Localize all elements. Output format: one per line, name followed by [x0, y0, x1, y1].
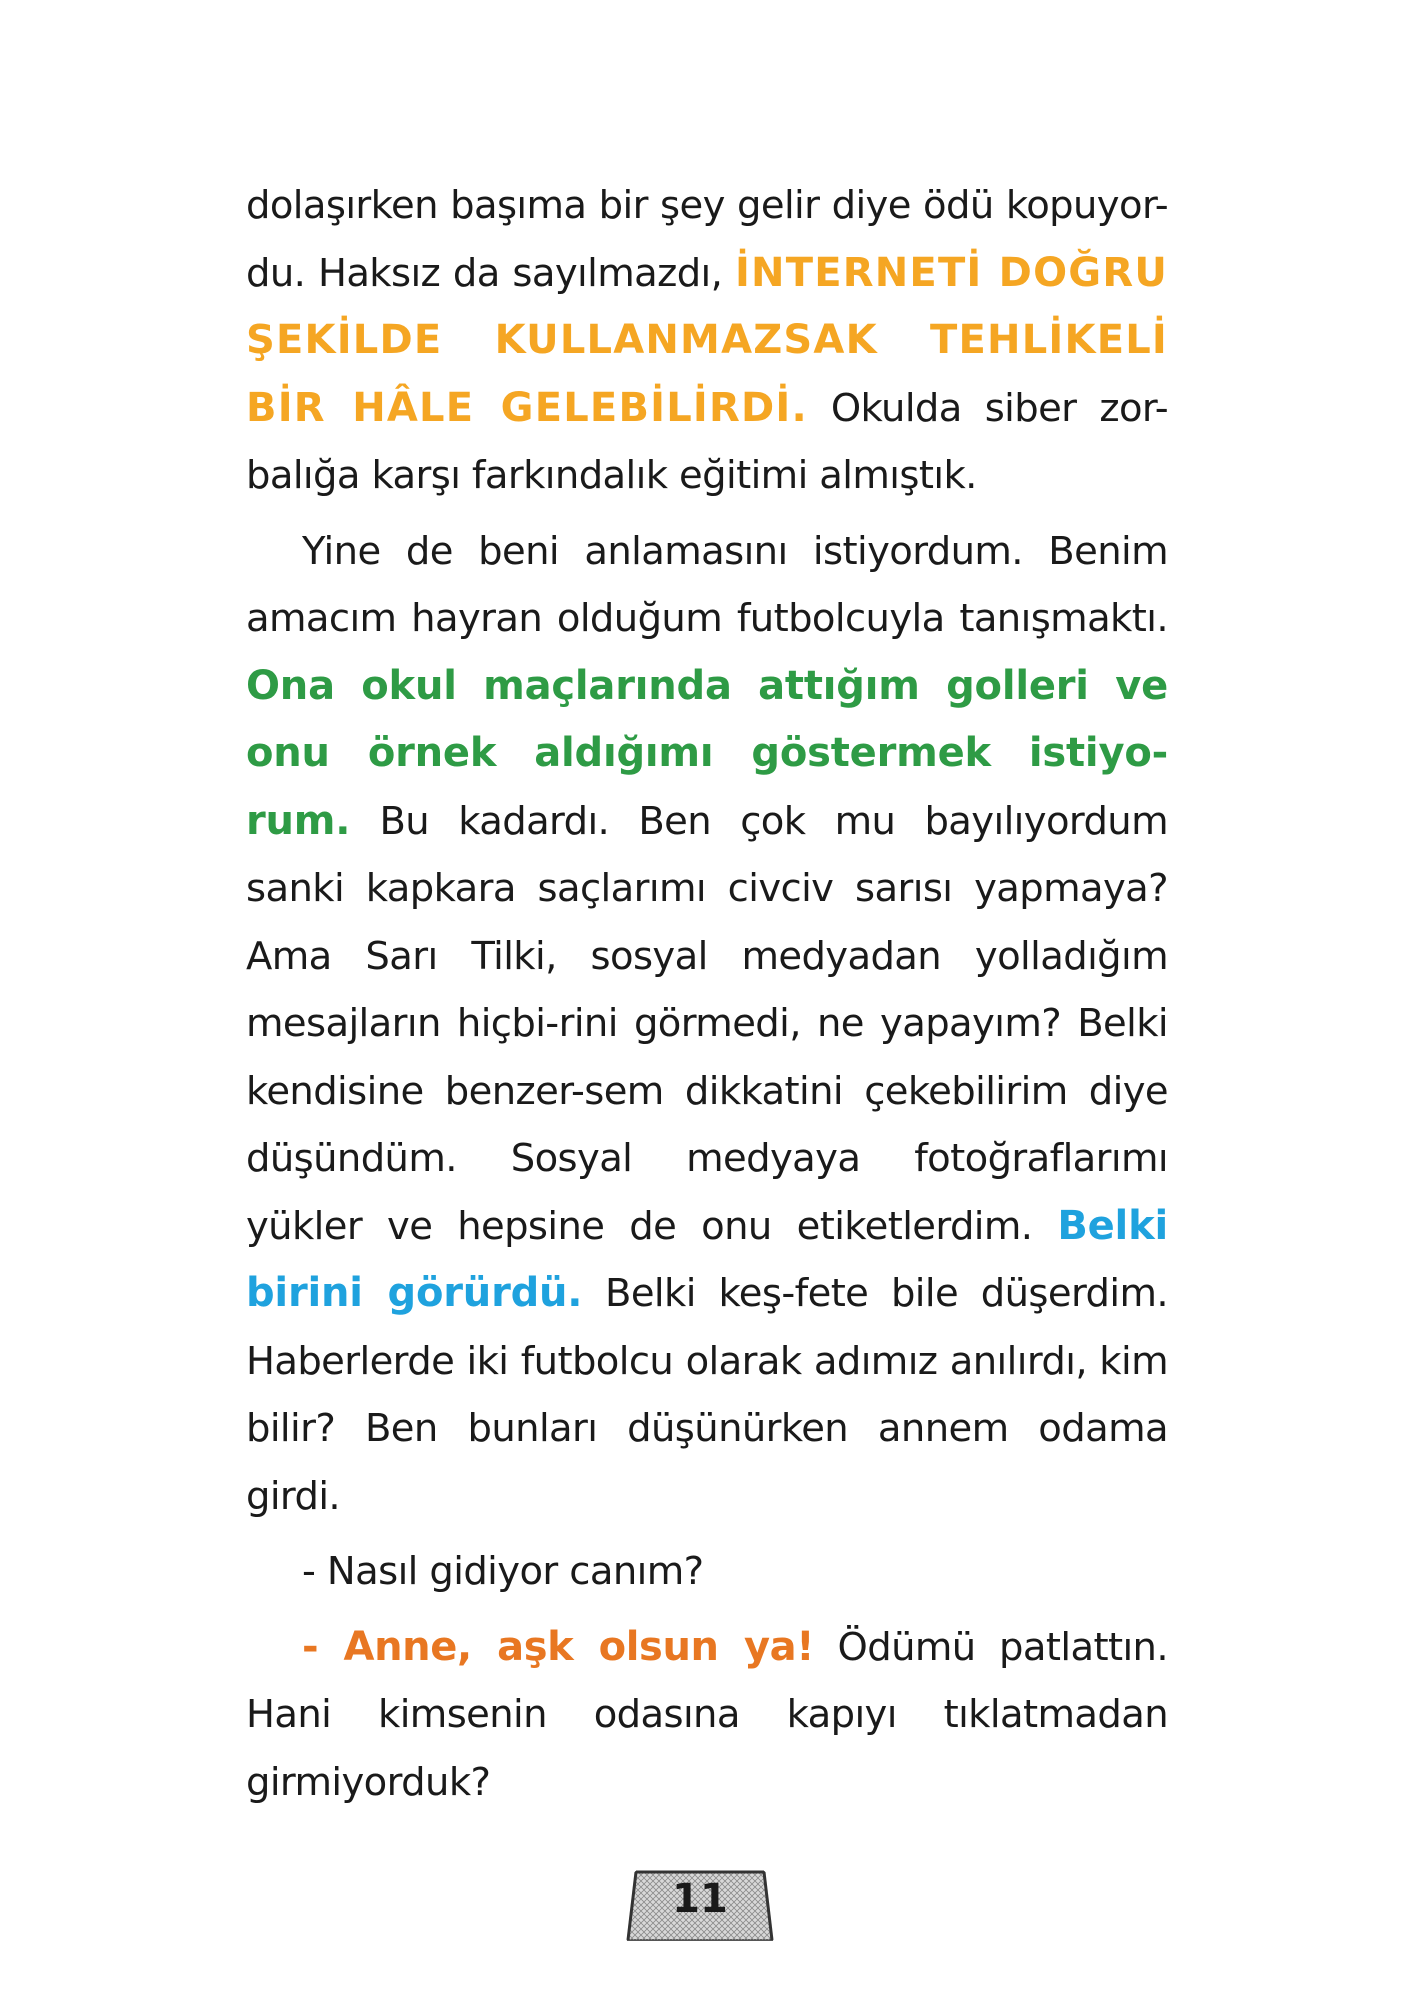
text-span: Belki keş-fete bile düşerdim. Haberlerde iki futbolcu olarak adımız anılırdı, kim bilir? Ben bunları düşünürken annem odama girdi. — [246, 1271, 1168, 1519]
paragraph-1 — [246, 172, 1168, 510]
highlight-dark-orange: - Anne, aşk olsun ya! — [302, 1623, 815, 1670]
text-span: dolaşırken başıma bir şey gelir diye ödü kopuyor-du. Haksız da sayılmazdı, — [246, 183, 1168, 296]
page-number-badge — [626, 1866, 774, 1944]
highlight-blue: Belki birini görürdü. — [246, 1202, 1168, 1316]
text-span: Ödümü patlattın. Hani kimsenin odasına kapıyı tıklatmadan girmiyorduk? — [246, 1624, 1168, 1805]
text-span: - Nasıl gidiyor canım? — [302, 1549, 704, 1594]
book-page-body — [246, 172, 1168, 1816]
paragraph-2 — [246, 518, 1168, 1531]
text-span: Okulda siber zor-balığa karşı farkındalık eğitimi almıştık. — [246, 385, 1168, 498]
paragraph-3-dialogue — [246, 1538, 1168, 1606]
highlight-orange: İNTERNETİ DOĞRU ŞEKİLDE KULLANMAZSAK TEHLİKELİ BİR HÂLE GELEBİLİRDİ. — [246, 249, 1168, 431]
highlight-green: Ona okul maçlarında attığım golleri ve onu örnek aldığımı göstermek istiyo-rum. — [246, 662, 1168, 844]
page-number: 11 — [672, 1876, 728, 1922]
paragraph-4-dialogue — [246, 1614, 1168, 1817]
text-span: Yine de beni anlamasını istiyordum. Benim amacım hayran olduğum futbolcuyla tanışmaktı. — [246, 528, 1168, 641]
text-span: Bu kadardı. Ben çok mu bayılıyordum sanki kapkara saçlarımı civciv sarısı yapmaya? Ama Sarı Tilki, sosyal medyadan yolladığım mesajların hiçbi-rini görmedi, ne yapayım? Belki kendisine benzer-sem dikkatini çekebilirim diye düşündüm. Sosyal medyaya fotoğraflarımı yükler ve hepsine de onu etiketlerdim. — [246, 798, 1168, 1249]
